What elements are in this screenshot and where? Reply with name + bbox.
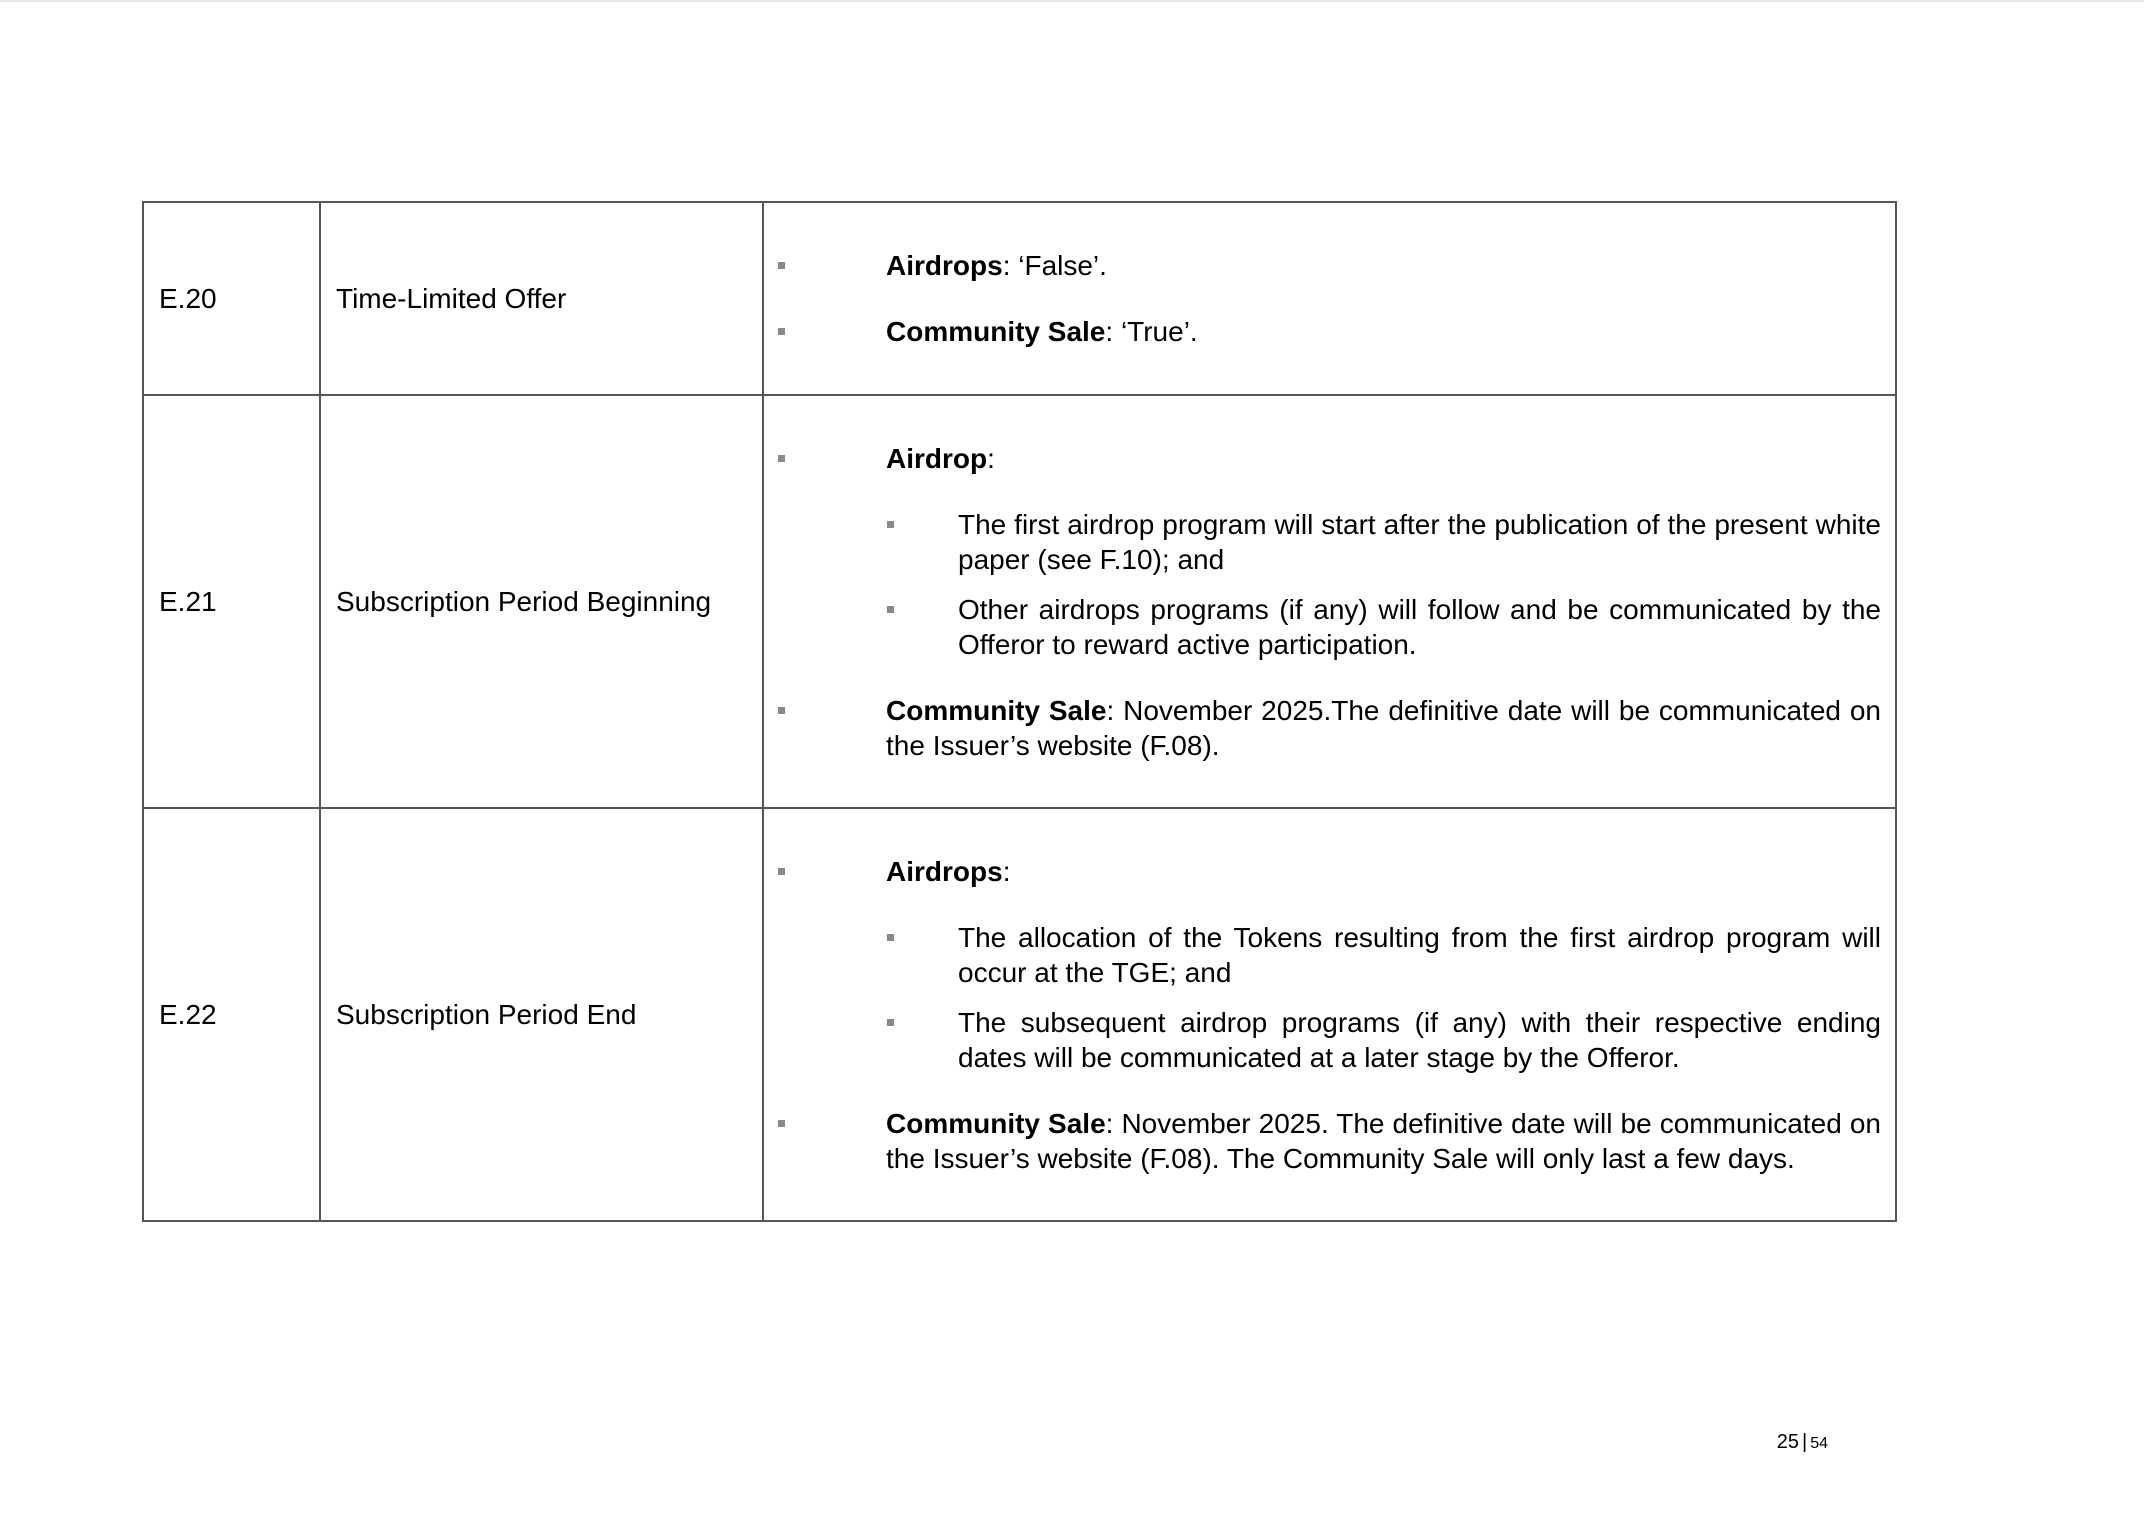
item-text: : November 2025. The definitive date will be communicated on the Issuer’s website (F.08). The Community Sale will only last a few days. bbox=[886, 1107, 1881, 1174]
sub-item-text: The allocation of the Tokens resulting from the first airdrop program will occur at the TGE; and bbox=[958, 921, 1881, 988]
item-text: : November 2025.The definitive date will be communicated on the Issuer’s website (F.08). bbox=[886, 694, 1881, 761]
row-field-cell: Subscription Period End bbox=[320, 808, 763, 1221]
sub-list-item bbox=[886, 507, 1881, 577]
row-id-cell: E.22 bbox=[143, 808, 320, 1221]
list-item bbox=[764, 441, 1881, 662]
bullet-list bbox=[764, 441, 1881, 763]
row-id-cell: E.21 bbox=[143, 395, 320, 808]
sub-item-text: The subsequent airdrop programs (if any) with their respective ending dates will be communicated at a later stage by the Offeror. bbox=[958, 1006, 1881, 1073]
sub-bullet-list bbox=[886, 920, 1881, 1075]
item-text: : bbox=[987, 442, 995, 474]
item-label: Airdrops bbox=[886, 855, 1003, 887]
sub-item-text: Other airdrops programs (if any) will follow and be communicated by the Offeror to reward active participation. bbox=[958, 593, 1881, 660]
list-item bbox=[764, 693, 1881, 763]
row-field-cell: Time-Limited Offer bbox=[320, 202, 763, 395]
list-item bbox=[764, 854, 1881, 1075]
item-text: : ‘False’. bbox=[1002, 250, 1107, 281]
square-bullet-icon bbox=[778, 262, 785, 269]
item-text: : bbox=[1002, 855, 1011, 887]
sub-list-item bbox=[886, 1005, 1881, 1075]
row-content-cell bbox=[763, 395, 1896, 808]
sub-list-item bbox=[886, 592, 1881, 662]
square-bullet-icon bbox=[887, 934, 894, 941]
list-item bbox=[764, 1106, 1881, 1176]
square-bullet-icon bbox=[778, 707, 785, 714]
row-content-cell bbox=[763, 202, 1896, 395]
bullet-list bbox=[764, 248, 1881, 349]
list-item bbox=[764, 314, 1881, 349]
sub-list-item bbox=[886, 920, 1881, 990]
item-label: Airdrop bbox=[886, 442, 988, 474]
square-bullet-icon bbox=[887, 521, 894, 528]
table-row bbox=[143, 808, 1896, 1221]
item-text: : ‘True’. bbox=[1105, 316, 1198, 347]
item-label: Community Sale bbox=[886, 316, 1106, 347]
sub-item-text: The first airdrop program will start after the publication of the present white paper (see F.10); and bbox=[958, 508, 1881, 575]
square-bullet-icon bbox=[887, 1019, 894, 1026]
current-page: 25 bbox=[1776, 1431, 1799, 1453]
disclosure-table bbox=[142, 201, 1897, 1222]
sub-bullet-list bbox=[886, 507, 1881, 662]
bullet-list bbox=[764, 854, 1881, 1176]
page-top-border bbox=[0, 0, 2144, 2]
item-label: Airdrops bbox=[886, 250, 1003, 281]
square-bullet-icon bbox=[778, 455, 785, 462]
list-item bbox=[764, 248, 1881, 283]
row-content-cell bbox=[763, 808, 1896, 1221]
square-bullet-icon bbox=[778, 1120, 785, 1127]
page-number bbox=[1777, 1430, 1828, 1456]
table-row bbox=[143, 202, 1896, 395]
item-label: Community Sale bbox=[886, 694, 1107, 726]
square-bullet-icon bbox=[778, 868, 785, 875]
item-label: Community Sale bbox=[886, 1107, 1106, 1139]
total-pages: 54 bbox=[1810, 1435, 1828, 1452]
page-separator: | bbox=[1802, 1431, 1808, 1453]
row-id-cell: E.20 bbox=[143, 202, 320, 395]
row-field-cell: Subscription Period Beginning bbox=[320, 395, 763, 808]
square-bullet-icon bbox=[887, 606, 894, 613]
table-row bbox=[143, 395, 1896, 808]
square-bullet-icon bbox=[778, 328, 785, 335]
